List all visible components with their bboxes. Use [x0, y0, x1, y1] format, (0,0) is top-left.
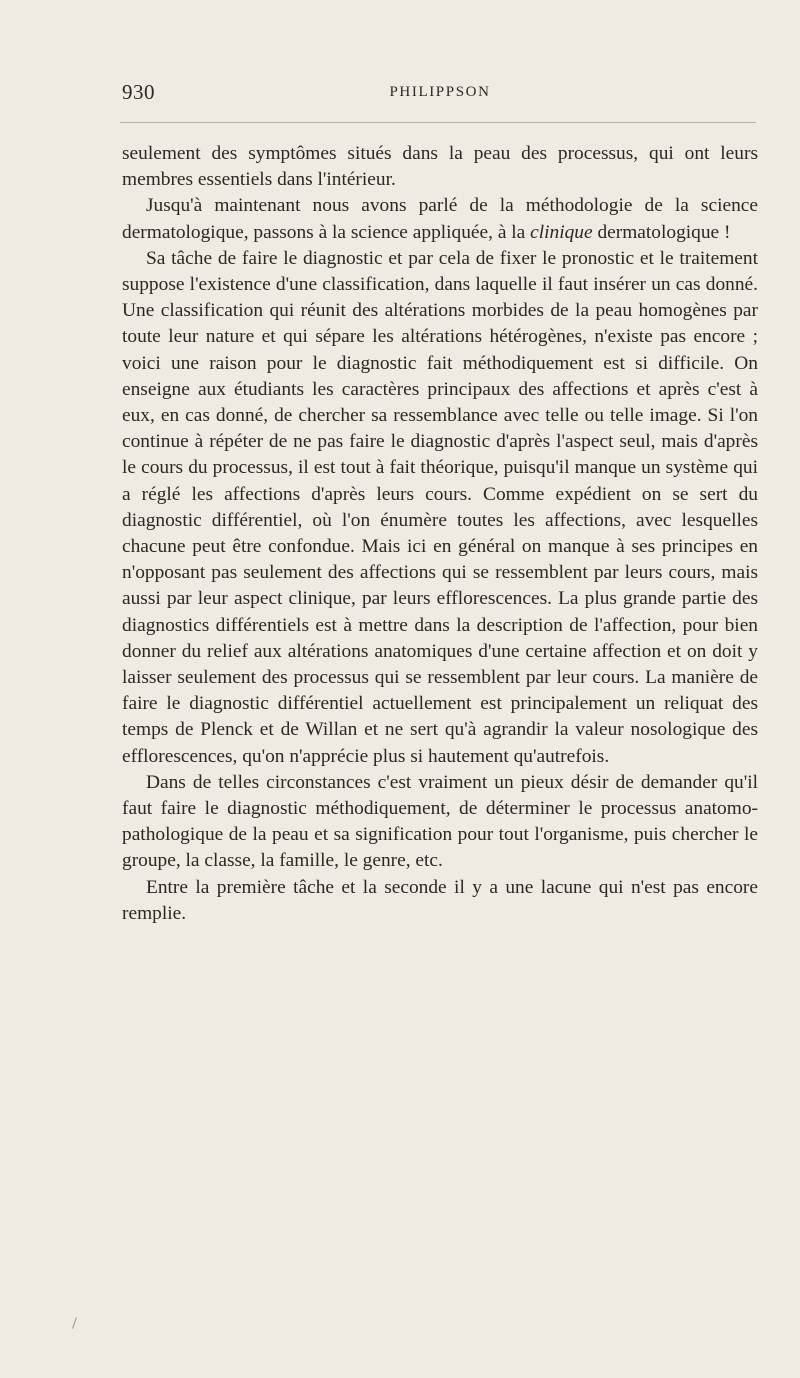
paragraph-4: Dans de telles circonstances c'est vraiment un pieux désir de demander qu'il faut faire le diagnostic méthodiquement, de déterminer le processus anatomo-pathologique de la peau et sa signification pour tout l'organisme, puis chercher le groupe, la classe, la famille, le genre, etc. [122, 771, 758, 872]
paragraph-2-emphasis: clinique [530, 221, 593, 243]
page-header [122, 80, 758, 110]
header-rule [120, 122, 756, 123]
paragraph-2 [122, 193, 758, 245]
paragraph-1: seulement des symptômes situés dans la peau des processus, qui ont leurs membres essentiels dans l'intérieur. [122, 143, 758, 191]
paragraph-2-text-start: Jusqu'à maintenant nous avons parlé de la méthodologie de la science dermatologique, passons à la science appliquée, à la [122, 195, 758, 243]
running-head: PHILIPPSON [389, 84, 491, 100]
paragraph-2-text-end: dermatologique ! [592, 221, 731, 243]
paragraph-3: Sa tâche de faire le diagnostic et par cela de fixer le pronostic et le traitement suppose l'existence d'une classification, dans laquelle il faut insérer un cas donné. Une classification qui réunit des altérations morbides de la peau homogènes par toute leur nature et qui sépare les altérations hétérogènes, n'existe pas encore ; voici une raison pour le diagnostic fait méthodiquement est si difficile. On enseigne aux étudiants les caractères principaux des affections et après c'est à eux, en cas donné, de chercher sa ressemblance avec telle ou telle image. Si l'on continue à répéter de ne pas faire le diagnostic d'après l'aspect seul, mais d'après le cours du processus, il est tout à fait théorique, puisqu'il manque un système qui a réglé les affections d'après leurs cours. Comme expédient on se sert du diagnostic différentiel, où l'on énumère toutes les affections, avec lesquelles chacune peut être confondue. Mais ici en général on manque à ses principes en n'opposant pas seulement des affections qui se ressemblent par leurs cours, mais aussi par leur aspect clinique, par leurs efflorescences. La plus grande partie des diagnostics différentiels est à mettre dans la description de l'affection, pour bien donner du relief aux altérations anatomiques d'une certaine affection et on doit y laisser seulement des processus qui se ressemblent par leur cours. La manière de faire le diagnostic différentiel actuellement est principalement un reliquat des temps de Plenck et de Willan et ne sert qu'à agrandir la valeur nosologique des efflorescences, qu'on n'apprécie plus si hautement qu'autrefois. [122, 247, 758, 767]
page-number: 930 [122, 80, 155, 104]
body-text [122, 141, 758, 927]
paragraph-5: Entre la première tâche et la seconde il y a une lacune qui n'est pas encore remplie. [122, 876, 758, 924]
stray-pencil-mark [72, 1317, 77, 1329]
